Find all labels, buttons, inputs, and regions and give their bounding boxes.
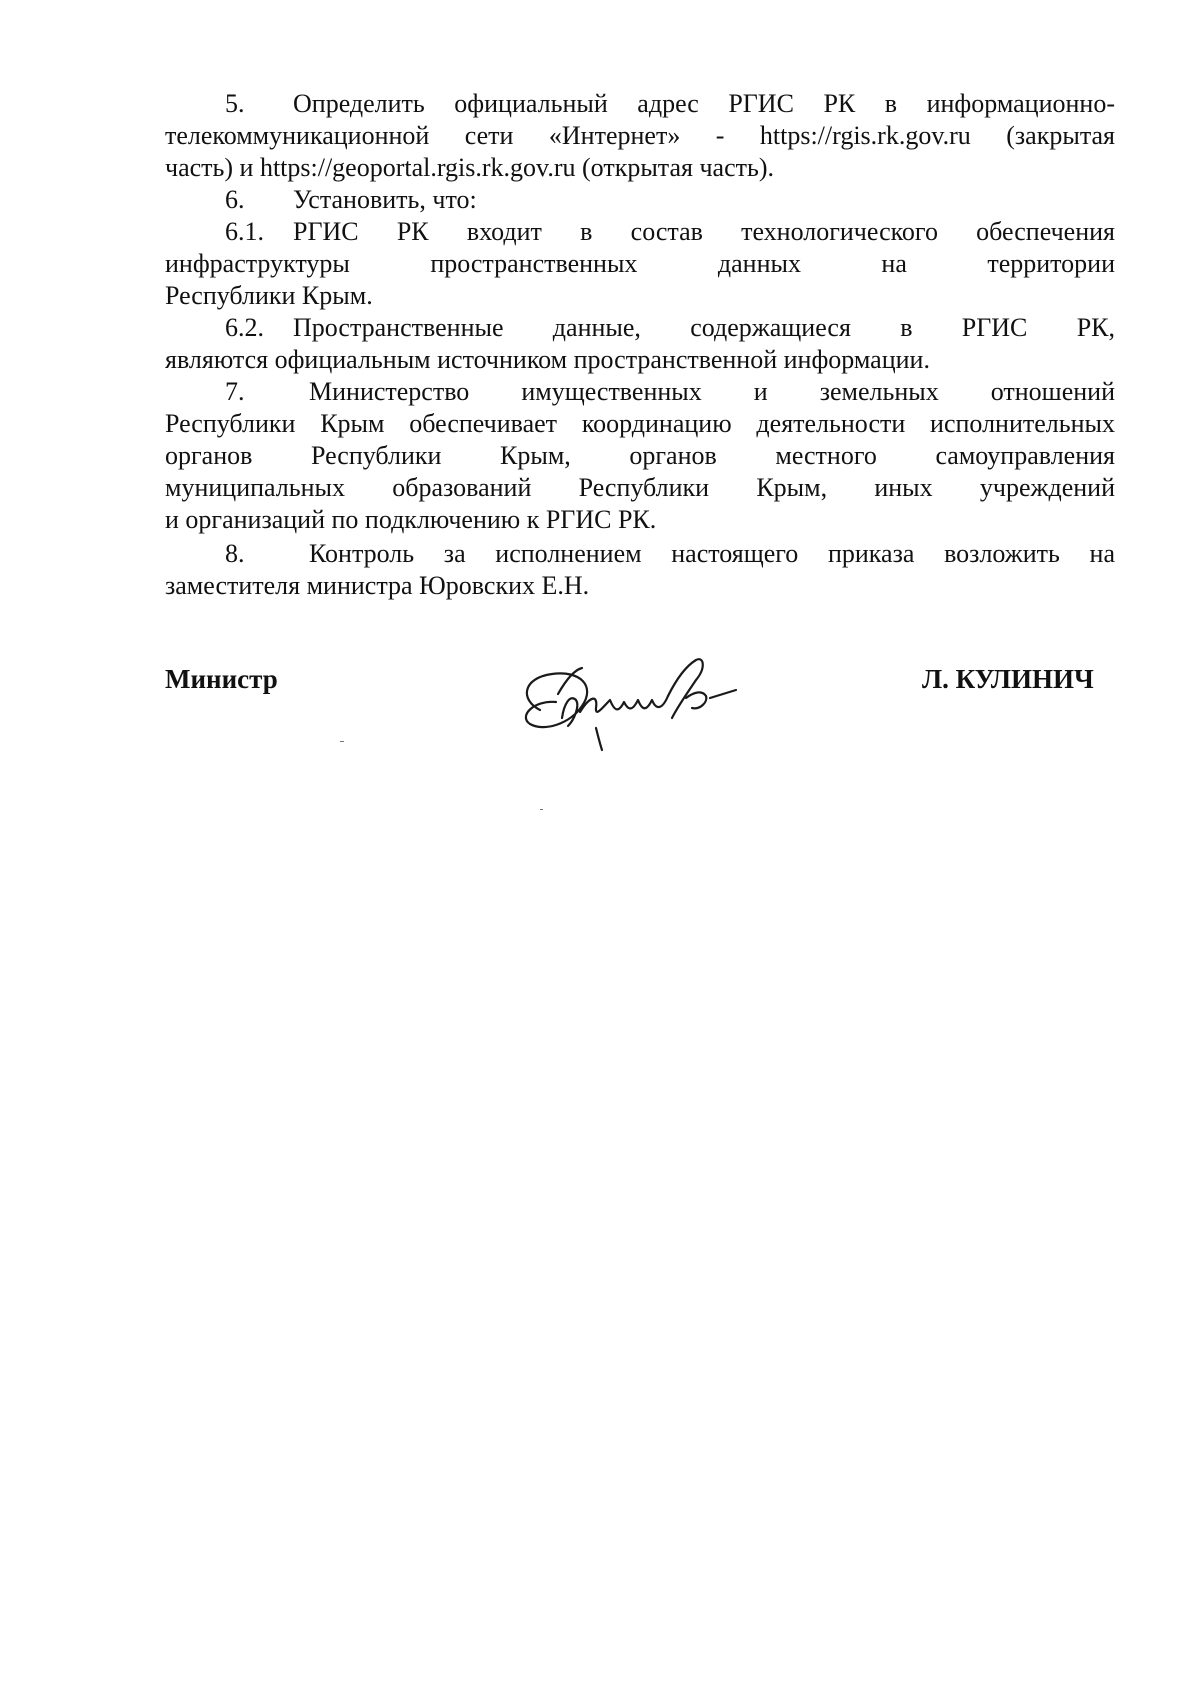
paragraph-6-number: 6. <box>225 185 245 214</box>
paragraph-5-line-2: телекоммуникационной сети «Интернет» - https://rgis.rk.gov.ru (закрытая <box>165 121 1115 150</box>
paragraph-7-line-2: Республики Крым обеспечивает координацию деятельности исполнительных <box>165 409 1115 438</box>
paragraph-8-line-1 <box>225 538 1115 570</box>
scan-speck <box>540 809 543 810</box>
paragraph-6-line <box>225 184 1115 216</box>
paragraph-7-line-5: и организаций по подключению к РГИС РК. <box>165 505 657 534</box>
paragraph-6-1-line-2: инфраструктуры пространственных данных на территории <box>165 249 1115 278</box>
paragraph-6-2-line-1 <box>225 312 1115 344</box>
paragraph-6-2-line-2: являются официальным источником пространственной информации. <box>165 345 930 374</box>
paragraph-6-2-text-1: Пространственные данные, содержащиеся в РГИС РК, <box>293 313 1115 342</box>
position-title: Министр <box>165 664 278 694</box>
paragraph-8-text-1: Контроль за исполнением настоящего приказа возложить на <box>309 539 1115 568</box>
paragraph-5-text-1: Определить официальный адрес РГИС РК в информационно- <box>293 89 1115 118</box>
paragraph-6-text: Установить, что: <box>293 185 477 214</box>
paragraph-8-number: 8. <box>225 539 245 568</box>
paragraph-6-1-line-3: Республики Крым. <box>165 281 373 310</box>
paragraph-6-1-text-1: РГИС РК входит в состав технологического обеспечения <box>293 217 1115 246</box>
paragraph-7-line-3: органов Республики Крым, органов местного самоуправления <box>165 441 1115 470</box>
paragraph-6-1-number: 6.1. <box>225 217 264 246</box>
paragraph-5-number: 5. <box>225 89 245 118</box>
paragraph-8-line-2: заместителя министра Юровских Е.Н. <box>165 571 590 600</box>
scan-speck <box>340 741 344 742</box>
handwritten-signature <box>500 640 770 760</box>
paragraph-6-1-line-1 <box>225 216 1115 248</box>
paragraph-5-line-3: часть) и https://geoportal.rgis.rk.gov.ru (открытая часть). <box>165 153 775 182</box>
paragraph-7-text-1: Министерство имущественных и земельных отношений <box>309 377 1115 406</box>
paragraph-7-number: 7. <box>225 377 245 406</box>
paragraph-7-line-4: муниципальных образований Республики Крым, иных учреждений <box>165 473 1115 502</box>
paragraph-7-line-1 <box>225 376 1115 408</box>
paragraph-6-2-number: 6.2. <box>225 313 264 342</box>
paragraph-5-line-1 <box>225 88 1115 120</box>
signatory-name: Л. КУЛИНИЧ <box>922 664 1094 694</box>
